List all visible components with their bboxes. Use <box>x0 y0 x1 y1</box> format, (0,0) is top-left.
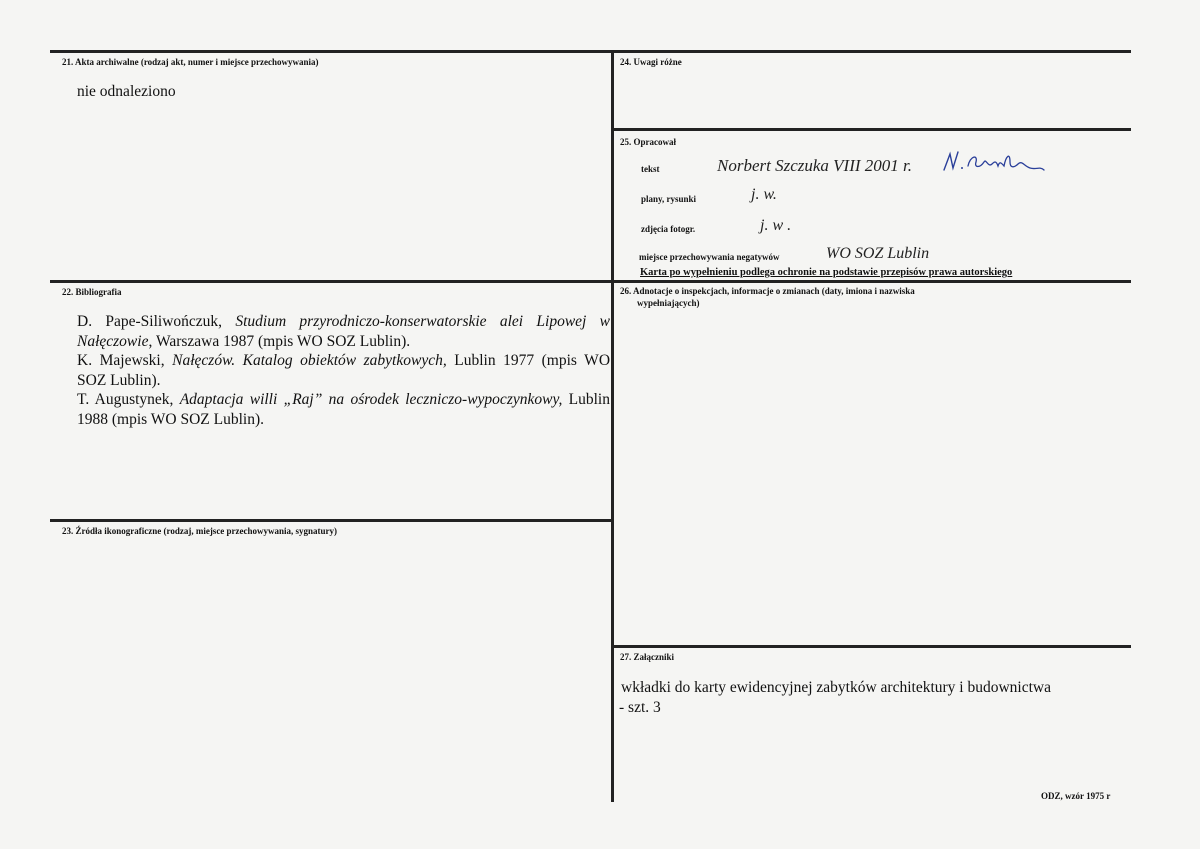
divider-21-22 <box>50 280 613 283</box>
negatywy-label: miejsce przechowywania negatywów <box>639 252 780 262</box>
top-border <box>50 50 1131 53</box>
plany-label: plany, rysunki <box>641 194 697 204</box>
divider-22-23 <box>50 519 613 522</box>
section-21-value: nie odnaleziono <box>77 83 176 100</box>
negatywy-value: WO SOZ Lublin <box>826 245 930 262</box>
section-26-label-line1: 26. Adnotacje o inspekcjach, informacje o zmianach (daty, imiona i nazwiska <box>620 286 915 296</box>
zdjecia-label: zdjęcia fotogr. <box>641 224 696 234</box>
section-26-label-line2: wypełniających) <box>637 298 700 308</box>
section-27-label: 27. Załączniki <box>620 652 675 662</box>
plany-value: j. w. <box>751 186 777 203</box>
form-version-footer: ODZ, wzór 1975 r <box>1041 791 1111 801</box>
zdjecia-value: j. w . <box>760 217 792 234</box>
handwritten-signature <box>940 146 1060 180</box>
bibliography-entry: D. Pape-Siliwończuk, Studium przyrodniczo-konserwatorskie alei Lipowej w Nałęczowie, Warszawa 1987 (mpis WO SOZ Lublin). <box>77 313 610 350</box>
attachments-line-1: wkładki do karty ewidencyjnej zabytków architektury i budownictwa <box>621 679 1051 696</box>
tekst-value: Norbert Szczuka VIII 2001 r. <box>717 156 913 175</box>
divider-25-26 <box>613 280 1131 283</box>
section-24-label: 24. Uwagi różne <box>620 57 682 67</box>
section-25-label: 25. Opracował <box>620 137 676 147</box>
section-21-label: 21. Akta archiwalne (rodzaj akt, numer i miejsce przechowywania) <box>62 57 319 67</box>
bibliography-entry: T. Augustynek, Adaptacja willi „Raj” na ośrodek leczniczo-wypoczynkowy, Lublin 1988 (mpis WO SOZ Lublin). <box>77 391 610 428</box>
section-23-label: 23. Źródła ikonograficzne (rodzaj, miejsce przechowywania, sygnatury) <box>62 526 338 536</box>
divider-26-27 <box>613 645 1131 648</box>
copyright-notice: Karta po wypełnieniu podlega ochronie na podstawie przepisów prawa autorskiego <box>640 267 1013 278</box>
bibliography-list <box>77 312 610 429</box>
center-divider <box>611 50 614 802</box>
section-22-label: 22. Bibliografia <box>62 287 122 297</box>
attachments-line-2: - szt. 3 <box>619 699 661 716</box>
tekst-label: tekst <box>641 164 660 174</box>
bibliography-entry: K. Majewski, Nałęczów. Katalog obiektów zabytkowych, Lublin 1977 (mpis WO SOZ Lublin). <box>77 352 611 389</box>
divider-24-25 <box>613 128 1131 131</box>
